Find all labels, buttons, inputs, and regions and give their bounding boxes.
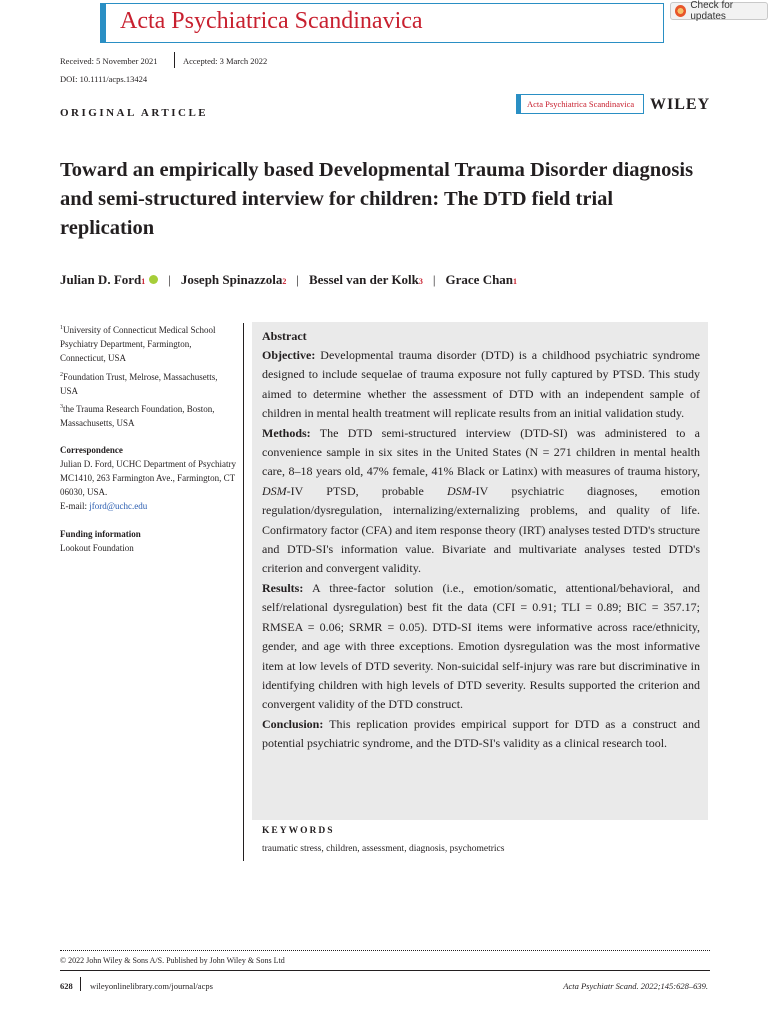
copyright: © 2022 John Wiley & Sons A/S. Published by John Wiley & Sons Ltd [60,956,285,965]
author-list [60,272,517,288]
doi: DOI: 10.1111/acps.13424 [60,74,148,84]
results-label: Results: [262,580,304,595]
keywords-text: traumatic stress, children, assessment, diagnosis, psychometrics [262,844,505,854]
page-number: 628 [60,981,73,991]
orcid-icon[interactable] [149,275,158,284]
affiliation-text: Foundation Trust, Melrose, Massachusetts, USA [60,372,218,396]
author-name[interactable]: Bessel van der Kolk [308,272,419,287]
affiliation-3 [60,400,236,430]
affiliation-1 [60,321,236,365]
author-affiliation: 1 [513,277,518,286]
journal-logo-text: Acta Psychiatrica Scandinavica [527,99,635,109]
correspondence-text: Julian D. Ford, UCHC Department of Psychiatry MC1410, 263 Farmington Ave., Farmington, CT 06030, USA. [60,459,236,497]
affiliation-number: 2 [60,372,63,378]
accepted-date: Accepted: 3 March 2022 [183,56,268,66]
author-name[interactable]: Joseph Spinazzola [180,272,283,287]
author-separator: | [296,272,299,287]
abstract-objective [262,346,700,424]
crossmark-icon [675,5,686,17]
author-separator: | [432,272,436,287]
email-link[interactable]: jford@uchc.edu [89,501,148,511]
objective-label: Objective: [262,348,316,362]
affiliation-number: 3 [60,404,63,410]
methods-label: Methods: [262,425,311,440]
results-text: A three-factor solution (i.e., emotion/somatic, attentional/behavioral, and self/relational dysregulation) best fit the data (CFI = 0.91; TLI = 0.89; BIC = 357.17; RMSEA = 0.06; SRMR = 0.05). DTD-SI items were informative across race/ethnicity, gender, and age with three exceptions. Emotion dysregulation was the most informative item at low levels of DTD severity. Non-suicidal self-injury was rare but discriminative in identifying children with high levels of DTD severity. Results supported the criterion and convergent validity of the DTD construct. [262,580,700,712]
journal-title: Acta Psychiatrica Scandinavica [120,8,423,34]
email-label: E-mail: [60,501,90,511]
dsm-italic: DSM [447,483,472,498]
article-title: Toward an empirically based Developmental Trauma Disorder diagnosis and semi-structured interview for children: The DTD field trial replication [60,159,694,239]
footer-dotted-rule [60,950,710,951]
check-for-updates-label: Check for updates [690,0,734,22]
correspondence-email-line [60,499,236,513]
check-for-updates-button[interactable] [670,2,768,20]
abstract-conclusion [262,715,700,754]
footer-separator [80,977,81,991]
column-divider [243,323,244,861]
funding [60,527,236,555]
dsm-italic: DSM [262,483,287,498]
conclusion-label: Conclusion: [262,716,324,731]
affiliation-text: University of Connecticut Medical School Psychiatry Department, Farmington, Connecticut, USA [60,325,216,363]
affiliation-number: 1 [60,325,63,331]
abstract-box [252,322,708,820]
journal-header-bar [100,3,106,43]
keywords-label: KEYWORDS [262,826,335,836]
author-affiliation: 3 [418,277,423,286]
citation: Acta Psychiatr Scand. 2022;145:628–639. [563,981,708,991]
affiliation-2 [60,368,236,398]
funding-label: Funding information [60,529,141,539]
correspondence [60,443,236,513]
author-affiliation: 1 [141,277,146,286]
methods-text: The DTD semi-structured interview (DTD-SI) was administered to a convenience sample in six sites in the United States (N = 271 children in mental health care, 8–18 years old, 47% female, 41% Black or Latinx) with measures of trauma history, [262,425,700,479]
journal-logo-bar [517,95,521,113]
conclusion-text: This replication provides empirical support for DTD as a construct and potential psychiatric syndrome, and the DTD-SI's validity as a clinical research tool. [262,716,700,751]
affiliation-text: the Trauma Research Foundation, Boston, Massachusetts, USA [60,404,215,428]
author-name[interactable]: Grace Chan [445,272,514,287]
author-affiliation: 2 [282,277,287,286]
methods-text: -IV psychiatric diagnoses, emotion regulation/dysregulation, internalizing/externalizing problems, and quality of life. Confirmatory factor (CFA) and item response theory (IRT) analyses tested DTD's structure and DTD-SI's information value. Bivariate and multivariate analyses tested DTD's criterion and convergent validity. [262,483,700,576]
meta-separator [174,52,175,68]
funding-text: Lookout Foundation [60,543,134,553]
journal-logo [516,94,644,114]
abstract-results [262,579,700,715]
abstract-heading: Abstract [262,329,307,343]
footer-rule [60,970,710,971]
author-separator: | [168,272,171,287]
author-name[interactable]: Julian D. Ford [60,272,142,287]
methods-text: -IV PTSD, probable [286,483,448,498]
objective-text: Developmental trauma disorder (DTD) is a childhood psychiatric syndrome designed to include sequelae of trauma exposure not fully captured by PTSD. This study aimed to determine whether the assessment of DTD with an independent sample of children in mental health treatment will replicate results from an initial validation study. [262,348,700,421]
article-type: ORIGINAL ARTICLE [60,107,209,119]
publisher-logo: WILEY [650,96,711,113]
received-date: Received: 5 November 2021 [60,56,158,66]
correspondence-label: Correspondence [60,445,123,455]
abstract-methods [262,424,700,579]
journal-url[interactable]: wileyonlinelibrary.com/journal/acps [90,981,213,991]
